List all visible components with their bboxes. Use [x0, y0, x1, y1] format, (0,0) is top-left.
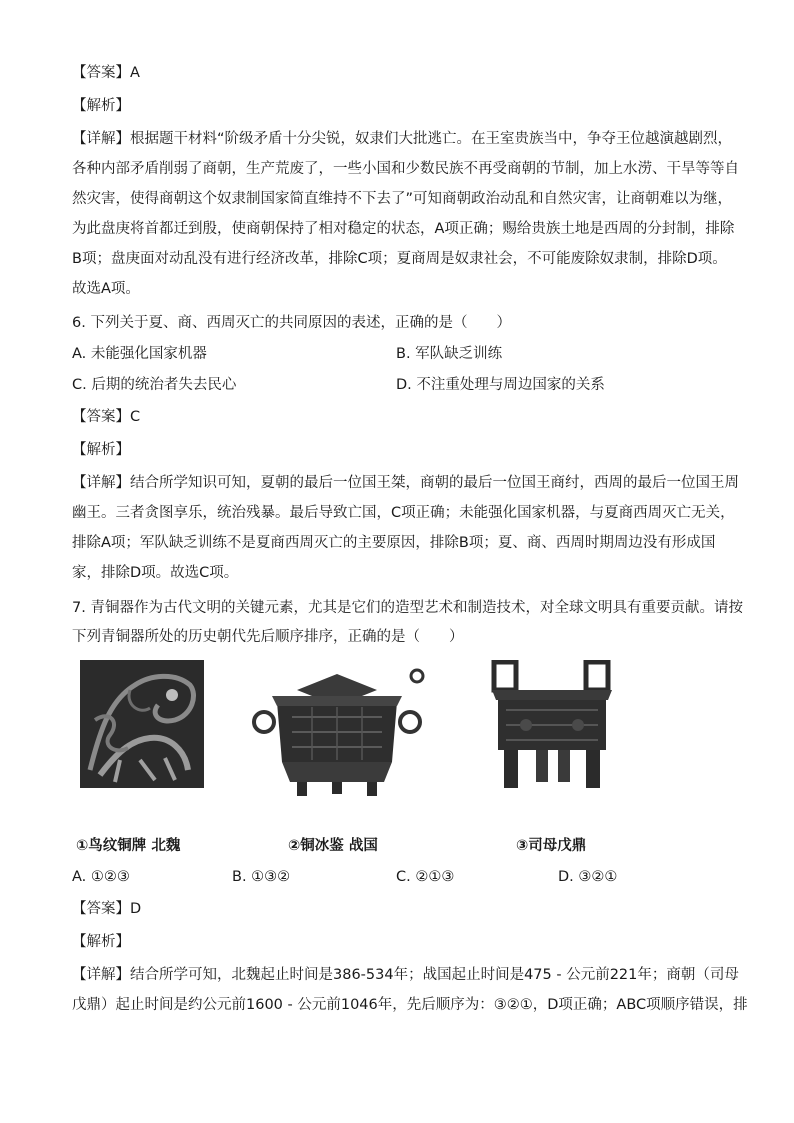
bronze-ice-chest-image [242, 662, 432, 804]
q5-detail-line: 各种内部矛盾削弱了商朝，生产荒废了，一些小国和少数民族不再受商朝的节制，加上水涝、干旱等等自 [72, 161, 739, 177]
q6-answer [72, 406, 140, 428]
q5-detail-line: 【详解】根据题干材料“阶级矛盾十分尖锐，奴隶们大批逃亡。在王室贵族当中，争夺王位越演越剧烈， [72, 131, 733, 147]
q7-detail-line: 戊鼎）起止时间是约公元前1600 - 公元前1046年，先后顺序为：③②①，D项正确；ABC项顺序错误，排 [72, 997, 748, 1013]
answer-value: A [130, 65, 140, 81]
q6-detail-line: 家，排除D项。故选C项。 [72, 565, 239, 581]
caption-2: ②铜冰鉴 战国 [288, 838, 378, 854]
q6-analysis-label: 【解析】 [72, 442, 130, 458]
q7-detail-line: 【详解】结合所学可知，北魏起止时间是386-534年；战国起止时间是475 - 公元前221年；商朝（司母 [72, 967, 739, 983]
q6-option-a: A. 未能强化国家机器 [72, 346, 207, 362]
answer-label: 【答案】 [72, 65, 130, 81]
q7-stem-line: 7. 青铜器作为古代文明的关键元素，尤其是它们的造型艺术和制造技术，对全球文明具有重要贡献。请按 [72, 600, 743, 616]
q7-option-b: B. ①③② [232, 869, 291, 885]
q5-detail-line: 为此盘庚将首都迁到殷，使商朝保持了相对稳定的状态，A项正确；赐给贵族土地是西周的分封制，排除 [72, 221, 735, 237]
simuwu-ding-image [486, 660, 618, 792]
answer-value: D [130, 901, 142, 917]
q7-stem-line: 下列青铜器所处的历史朝代先后顺序排序，正确的是（ ） [72, 629, 464, 645]
caption-1: ①鸟纹铜牌 北魏 [76, 838, 181, 854]
q6-stem: 6. 下列关于夏、商、西周灭亡的共同原因的表述，正确的是（ ） [72, 315, 511, 331]
q6-detail-line: 【详解】结合所学知识可知，夏朝的最后一位国王桀，商朝的最后一位国王商纣，西周的最后一位国王周 [72, 475, 739, 491]
q5-detail-line: 故选A项。 [72, 281, 140, 297]
q6-option-d: D. 不注重处理与周边国家的关系 [396, 377, 605, 393]
q6-option-b: B. 军队缺乏训练 [396, 346, 503, 362]
q5-analysis-label: 【解析】 [72, 98, 130, 114]
q6-option-c: C. 后期的统治者失去民心 [72, 377, 237, 393]
q7-option-c: C. ②①③ [396, 869, 455, 885]
q5-detail-line: 然灾害，使得商朝这个奴隶制国家简直维持不下去了”可知商朝政治动乱和自然灾害，让商朝难以为继， [72, 191, 733, 207]
q5-detail-line: B项；盘庚面对动乱没有进行经济改革，排除C项；夏商周是奴隶社会，不可能废除奴隶制，排除D项。 [72, 251, 727, 267]
q6-detail-line: 排除A项；军队缺乏训练不是夏商西周灭亡的主要原因，排除B项；夏、商、西周时期周边没有形成国 [72, 535, 716, 551]
answer-value: C [130, 409, 141, 425]
q7-option-a: A. ①②③ [72, 869, 130, 885]
q7-option-d: D. ③②① [558, 869, 618, 885]
caption-3: ③司母戊鼎 [516, 838, 587, 854]
q7-answer [72, 898, 141, 920]
bronze-images-row [72, 660, 722, 810]
q6-detail-line: 幽王。三者贪图享乐，统治残暴。最后导致亡国，C项正确；未能强化国家机器，与夏商西周灭亡无关， [72, 505, 735, 521]
answer-label: 【答案】 [72, 409, 130, 425]
q7-analysis-label: 【解析】 [72, 934, 130, 950]
answer-label: 【答案】 [72, 901, 130, 917]
q5-answer [72, 62, 140, 84]
bird-pattern-plaque-image [80, 660, 204, 788]
